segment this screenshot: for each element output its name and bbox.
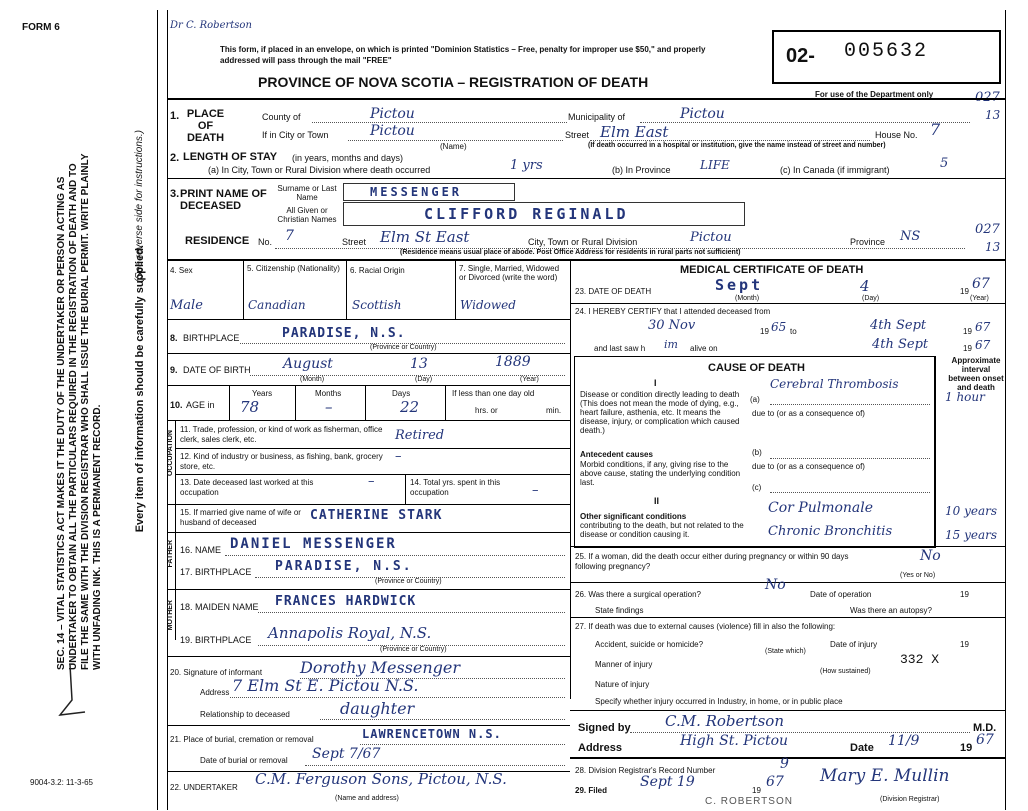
occupation-side: OCCUPATION [167,430,174,477]
city-label: If in City or Town [262,130,329,140]
age-days[interactable]: 22 [400,398,420,416]
side-instructions: SEC. 14 – VITAL STATISTICS ACT MAKES IT THE DUTY OF THE UNDERTAKER OR PERSON ACTING AS UNDERTAKER TO OBTAIN ALL THE PARTICULARS REQUIRED IN THE REGISTRATION OF DEATH AND TO FILE THE SAME WITH THE DIVISION REGISTRAR WHO SHALL ISSUE THE BURIAL PERMIT. WRITE PLAINLY WITH UNFADING INK. THIS IS A PERMANENT RECORD. [56,153,103,670]
min-label: min. [546,406,562,415]
dept-use-label: For use of the Department only [815,90,934,99]
autopsy-label: Was there an autopsy? [850,606,932,615]
res-province-value[interactable]: NS [900,229,921,244]
dob-year-cap: (Year) [520,376,539,383]
stay-num: 2. [170,152,180,164]
stay-label: LENGTH OF STAY [183,151,278,163]
ante-label: Antecedent causes [580,450,653,459]
state-which: (State which) [765,648,806,655]
address-label: Address [578,742,623,754]
roman-2: II [654,496,660,506]
mother-birth[interactable]: Annapolis Royal, N.S. [268,624,432,642]
informant-rel-label: Relationship to deceased [200,710,290,719]
registrar-caption: (Division Registrar) [880,796,940,803]
interval-a[interactable]: 1 hour [945,390,985,404]
specify-label: Specify whether injury occurred in Industry, in home, or in public place [595,697,843,706]
father-side: FATHER [167,540,174,568]
death-year-prefix: 19 [960,287,969,296]
city-value[interactable]: Pictou [370,123,415,139]
code-1: 027 [975,90,1000,105]
death-year-cap: (Year) [970,295,989,302]
birthplace-label: BIRTHPLACE [183,333,240,343]
hrs-label: hrs. or [475,406,498,415]
undertaker-value[interactable]: C.M. Ferguson Sons, Pictou, N.S. [255,770,507,788]
q29-value[interactable]: Sept 19 [640,774,695,790]
informant-sig[interactable]: Dorothy Messenger [300,658,461,677]
surname-label: Surname or Last Name [277,184,337,202]
given-value: CLIFFORD REGINALD [424,205,629,223]
death-year[interactable]: 67 [972,276,990,292]
municipality-value[interactable]: Pictou [680,106,725,122]
findings-label: State findings [595,606,644,615]
birthplace-value[interactable]: PARADISE, N.S. [282,326,406,341]
code-2: 13 [985,108,1001,122]
days-cap: Days [392,389,411,398]
cert-date[interactable]: 11/9 [888,733,920,749]
surname-value: MESSENGER [370,185,463,199]
age-years[interactable]: 78 [240,398,260,416]
given-label: All Given or Christian Names [277,206,337,224]
date-label: Date [850,742,874,754]
mother-name-label: 18. MAIDEN NAME [180,602,259,612]
death-day[interactable]: 4 [860,277,870,295]
surname-box[interactable] [343,183,515,201]
informant-rel[interactable]: daughter [340,699,415,718]
dob-month-cap: (Month) [300,376,325,383]
other-2-int[interactable]: 15 years [945,528,998,542]
father-name-label: 16. NAME [180,545,222,555]
years-cap: Years [252,389,273,398]
stay-hint: (in years, months and days) [292,153,404,163]
citizen-value[interactable]: Canadian [248,298,306,312]
mother-side: MOTHER [167,600,174,631]
informant-addr-label: Address [200,688,230,697]
mother-birth-caption: (Province or Country) [380,646,447,653]
q28-label: 28. Division Registrar's Record Number [575,766,716,775]
undertaker-label: 22. UNDERTAKER [170,783,238,792]
roman-1: I [654,378,657,388]
due-to-1: due to (or as a consequence of) [752,409,865,418]
attend-to-prefix: 19 [963,327,972,336]
name-label: PRINT NAME OF DECEASED [180,188,267,212]
dob-day[interactable]: 13 [410,356,428,372]
sex-value[interactable]: Male [170,298,203,313]
q14-value[interactable]: – [532,483,539,498]
q27-label: 27. If death was due to external causes (violence) fill in also the following: [575,622,836,631]
other-desc: contributing to the death, but not related to the disease or condition causing it. [580,521,744,539]
margin-signature-mark [40,660,100,720]
reg-number: 005632 [844,40,929,63]
reg-prefix: 02- [786,45,815,67]
q13-value[interactable]: – [368,474,375,489]
mother-birth-label: 19. BIRTHPLACE [180,635,252,645]
a-label: (a) [750,395,760,404]
q25-value[interactable]: No [920,548,941,564]
q29-year[interactable]: 67 [766,774,784,790]
handwritten-doctor-note: Dr C. Robertson [170,20,252,31]
q11-label: 11. Trade, profession, or kind of work as fisherman, office clerk, sales clerk, etc. [180,425,383,444]
street-value[interactable]: Elm East [600,123,669,141]
yesno-caption: (Yes or No) [900,572,936,579]
residence-note: (Residence means usual place of abode. Post Office Address for residents in rural parts not sufficient) [400,249,741,256]
name-num: 3. [170,188,180,200]
sex-label: 4. Sex [170,266,193,275]
attend-from-prefix: 19 [760,327,769,336]
father-birth[interactable]: PARADISE, N.S. [275,559,413,574]
county-value[interactable]: Pictou [370,106,415,122]
op-year-prefix: 19 [960,590,969,599]
name-caption: (Name) [440,142,467,151]
q25-label: 25. If a woman, did the death occur either during pregnancy or within 90 days following pregnancy? [575,552,849,571]
informant-sig-label: 20. Signature of informant [170,668,263,677]
alive-him[interactable]: im [664,338,678,351]
hospital-note: (If death occurred in a hospital or institution, give the name instead of street and number) [588,142,886,149]
stay-c-label: (c) In Canada (if immigrant) [780,165,890,175]
alive-prefix: 19 [963,344,972,353]
months-cap: Months [315,389,342,398]
robertson-stamp: C. ROBERTSON [705,796,793,807]
mail-note: This form, if placed in an envelope, on which is printed "Dominion Statistics – Free, penalty for improper use $50," and properly addressed will pass through the mail "FREE" [220,45,706,65]
cert-date-prefix: 19 [960,742,973,754]
q28-value[interactable]: 9 [780,756,789,772]
side-note-reverse: (See reverse side for instructions.) [134,130,145,283]
disease-label: Disease or condition directly leading to death (This does not mean the mode of dying, e.g., heart failure, asthenia, etc. It means the disease, injury, or complication which caused death.) [580,390,740,435]
spouse-label: 15. If married give name of wife or husband of deceased [180,508,301,527]
age-label: AGE in [186,400,215,410]
signed-value[interactable]: C.M. Robertson [665,712,784,730]
dob-month[interactable]: August [283,356,333,372]
burial-date-label: Date of burial or removal [200,756,288,765]
code-3: 027 [975,222,1000,237]
alive-label: and last saw h [594,344,646,353]
dob-year[interactable]: 1889 [495,354,531,370]
other-1-int[interactable]: 10 years [945,504,998,518]
q26-label: 26. Was there a surgical operation? [575,590,701,599]
burial-place[interactable]: LAWRENCETOWN N.S. [362,727,502,741]
house-label: House No. [875,130,918,140]
stay-b-label: (b) In Province [612,165,671,175]
stay-c-value[interactable]: 5 [940,156,949,171]
op-date-label: Date of operation [810,590,872,599]
alive-yr[interactable]: 67 [975,338,991,352]
attend-from-yr[interactable]: 65 [771,320,787,334]
cert-date-yr[interactable]: 67 [976,732,994,748]
father-birth-caption: (Province or Country) [375,578,442,585]
q24-label: 24. I HEREBY CERTIFY that I attended deceased from [575,307,771,316]
place-label: PLACE OF DEATH [186,108,225,144]
marital-label: 7. Single, Married, Widowed or Divorced (write the word) [459,264,560,282]
municipality-label: Municipality of [568,112,626,122]
res-street-value[interactable]: Elm St East [380,228,470,246]
registrar-signature[interactable]: Mary E. Mullin [820,766,950,786]
inj-year-prefix: 19 [960,640,969,649]
other-2[interactable]: Chronic Bronchitis [768,524,893,539]
age-months[interactable]: – [325,398,333,416]
res-no-value[interactable]: 7 [285,228,294,244]
racial-label: 6. Racial Origin [350,266,405,275]
q11-value[interactable]: Retired [395,428,445,443]
street-label: Street [565,130,590,140]
burial-place-label: 21. Place of burial, cremation or removal [170,735,314,744]
given-box[interactable] [343,202,745,226]
alive-date[interactable]: 4th Sept [872,337,929,352]
dob-day-cap: (Day) [415,376,433,383]
md-label: M.D. [973,722,997,734]
less-day-label: If less than one day old [452,389,535,398]
print-code: 9004-3.2: 11-3-65 [30,778,94,787]
q23-label: 23. DATE OF DEATH [575,287,652,296]
informant-addr[interactable]: 7 Elm St E. Pictou N.S. [232,676,419,695]
q26-value[interactable]: No [765,577,786,593]
res-street-label: Street [342,237,367,247]
to-label: to [790,327,797,336]
death-day-cap: (Day) [862,295,880,302]
burial-date[interactable]: Sept 7/67 [312,746,381,762]
stay-a-label: (a) In City, Town or Rural Division where death occurred [208,165,431,175]
doctor-address[interactable]: High St. Pictou [680,733,789,749]
res-city-label: City, Town or Rural Division [528,237,638,247]
side-note-supply: Every item of information should be carefully supplied. [134,245,146,533]
county-label: County of [262,112,301,122]
ante-desc: Morbid conditions, if any, giving rise to the above cause, stating the underlying condition last. [580,460,741,487]
attend-to-yr[interactable]: 67 [975,320,991,334]
dob-label: DATE OF BIRTH [183,365,251,375]
other-label: Other significant conditions [580,512,687,521]
q12-label: 12. Kind of industry or business, as fishing, bank, grocery store, etc. [180,452,383,471]
q14-label: 14. Total yrs. spent in this occupation [410,478,501,497]
cause-title: CAUSE OF DEATH [708,362,805,374]
birthplace-caption: (Province or Country) [370,344,437,351]
nature-label: Nature of injury [595,680,650,689]
signed-label: Signed by [578,722,631,734]
spouse-value[interactable]: CATHERINE STARK [310,508,443,523]
residence-label: RESIDENCE [185,235,250,247]
undertaker-caption: (Name and address) [335,795,399,802]
registration-number-box [772,30,1001,84]
racial-value[interactable]: Scottish [352,298,402,312]
manner-label: Manner of injury [595,660,653,669]
page-title: PROVINCE OF NOVA SCOTIA – REGISTRATION OF DEATH [258,74,649,90]
other-1[interactable]: Cor Pulmonale [768,500,874,516]
death-month-cap: (Month) [735,295,760,302]
death-month[interactable]: Sept [715,276,764,294]
how-caption: (How sustained) [820,668,871,675]
citizen-label: 5. Citizenship (Nationality) [247,264,340,273]
medical-title: MEDICAL CERTIFICATE OF DEATH [680,264,864,276]
res-province-label: Province [850,237,886,247]
stay-b-value[interactable]: LIFE [700,158,730,172]
cause-a[interactable]: Cerebral Thrombosis [770,377,899,391]
q12-value[interactable]: – [395,449,402,464]
place-num: 1. [170,110,180,122]
q29-year-prefix: 19 [752,786,761,795]
q29-label: 29. Filed [575,786,608,795]
alive-on: alive on [690,344,718,353]
form-id: FORM 6 [22,22,60,33]
bp-num: 8. [170,333,178,343]
inj-date-label: Date of injury [830,640,878,649]
stay-a-value[interactable]: 1 yrs [510,158,543,173]
q13-label: 13. Date deceased last worked at this occupation [180,478,314,497]
father-birth-label: 17. BIRTHPLACE [180,567,252,577]
house-value[interactable]: 7 [930,120,941,139]
mother-name[interactable]: FRANCES HARDWICK [275,594,417,609]
marital-value[interactable]: Widowed [460,298,516,312]
due-to-2: due to (or as a consequence of) [752,462,865,471]
interval-label: Approximate interval between onset and death [948,356,1004,392]
inj-code: 332 X [900,652,940,667]
res-city-value[interactable]: Pictou [690,230,732,245]
father-name[interactable]: DANIEL MESSENGER [230,536,397,552]
attend-from[interactable]: 30 Nov [648,318,696,333]
b-label: (b) [752,448,762,457]
res-no-label: No. [258,237,273,247]
c-label: (c) [752,483,762,492]
code-4: 13 [985,240,1001,254]
attend-to[interactable]: 4th Sept [870,318,927,333]
acc-label: Accident, suicide or homicide? [595,640,704,649]
